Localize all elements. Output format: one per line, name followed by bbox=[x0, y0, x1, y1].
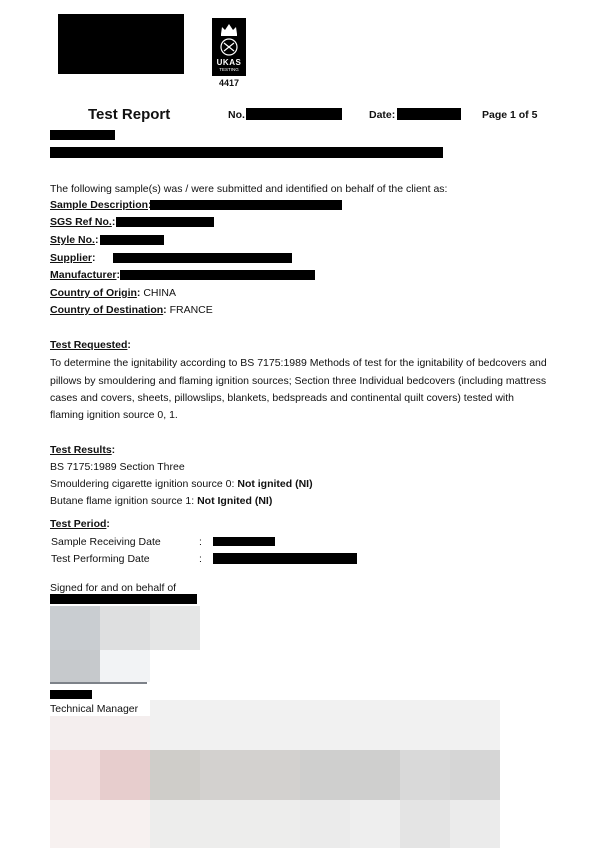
redacted-sample-description bbox=[150, 200, 342, 210]
test-results-line-1: BS 7175:1989 Section Three bbox=[50, 461, 185, 473]
country-origin-row: Country of Origin: CHINA bbox=[50, 287, 177, 299]
test-requested-line-3: cases and covers, sheets, pillowslips, blankets, bedspreads and continental quilt covers) tested with bbox=[50, 392, 514, 404]
ukas-emblem-icon bbox=[212, 38, 246, 58]
sample-description-row bbox=[50, 198, 152, 212]
sample-description-label: Sample Description bbox=[50, 199, 149, 211]
supplier-label: Supplier bbox=[50, 252, 93, 264]
page-indicator: Page 1 of 5 bbox=[482, 109, 538, 121]
signed-for-text: Signed for and on behalf of bbox=[50, 582, 177, 594]
report-title: Test Report bbox=[88, 106, 171, 123]
redacted-manufacturer bbox=[120, 270, 315, 280]
test-requested-line-2: pillows by smouldering and flaming ignition sources; Section three Individual bedcovers (including mattress bbox=[50, 375, 547, 387]
redacted-performing-date bbox=[213, 553, 357, 564]
style-no-row: Style No.: bbox=[50, 234, 99, 246]
redacted-sgs-ref bbox=[116, 217, 214, 227]
redacted-client-address bbox=[50, 147, 443, 158]
ukas-logo bbox=[212, 18, 246, 76]
test-requested-line-4: flaming ignition source 0, 1. bbox=[50, 409, 178, 421]
smouldering-result-value: Not ignited (NI) bbox=[237, 478, 313, 490]
test-results-line-2 bbox=[50, 477, 313, 491]
test-requested-heading-row: Test Requested: bbox=[50, 339, 131, 351]
flame-result-label: Butane flame ignition source 1: bbox=[50, 495, 198, 507]
intro-text: The following sample(s) was / were submitted and identified on behalf of the client as: bbox=[50, 183, 448, 195]
sgs-ref-row: SGS Ref No.: bbox=[50, 216, 116, 228]
accreditation-number: 4417 bbox=[218, 78, 240, 88]
redacted-report-date bbox=[397, 108, 461, 120]
redacted-supplier bbox=[113, 253, 292, 263]
test-period-heading-row: Test Period: bbox=[50, 518, 110, 530]
test-results-heading: Test Results bbox=[50, 444, 112, 456]
sample-receiving-separator: : bbox=[199, 536, 202, 548]
test-period-heading: Test Period bbox=[50, 518, 107, 530]
style-no-label: Style No. bbox=[50, 234, 95, 246]
redacted-signatory-company bbox=[50, 594, 197, 604]
crown-icon bbox=[212, 19, 246, 39]
country-destination-row: Country of Destination: FRANCE bbox=[50, 304, 213, 316]
manufacturer-row: Manufacturer: bbox=[50, 269, 121, 281]
flame-result-value: Not Ignited (NI) bbox=[197, 495, 273, 507]
redacted-company-logo bbox=[58, 14, 184, 74]
country-destination-label: Country of Destination bbox=[50, 304, 164, 316]
sgs-ref-label: SGS Ref No. bbox=[50, 216, 112, 228]
smouldering-result-label: Smouldering cigarette ignition source 0: bbox=[50, 478, 238, 490]
test-results-line-3 bbox=[50, 494, 272, 508]
report-date-label: Date: bbox=[369, 109, 396, 121]
ukas-logo-subtext: TESTING bbox=[219, 67, 239, 72]
country-origin-value: CHINA bbox=[143, 287, 177, 299]
test-requested-line-1: To determine the ignitability according to BS 7175:1989 Methods of test for the ignitability of bedcovers and bbox=[50, 357, 547, 369]
test-requested-heading: Test Requested bbox=[50, 339, 128, 351]
redacted-client-name bbox=[50, 130, 115, 140]
test-performing-label: Test Performing Date bbox=[51, 553, 150, 565]
redacted-report-number bbox=[246, 108, 342, 120]
redacted-signatory-name bbox=[50, 690, 92, 699]
test-results-heading-row: Test Results: bbox=[50, 444, 116, 456]
supplier-row: Supplier: bbox=[50, 252, 96, 264]
redacted-receiving-date bbox=[213, 537, 275, 546]
signatory-role: Technical Manager bbox=[50, 703, 139, 715]
country-destination-value: FRANCE bbox=[169, 304, 213, 316]
test-performing-separator: : bbox=[199, 553, 202, 565]
ukas-logo-text: UKAS bbox=[216, 58, 242, 67]
country-origin-label: Country of Origin bbox=[50, 287, 137, 299]
redacted-style-no bbox=[100, 235, 164, 245]
sample-receiving-label: Sample Receiving Date bbox=[51, 536, 161, 548]
manufacturer-label: Manufacturer bbox=[50, 269, 117, 281]
report-no-label: No. bbox=[228, 109, 245, 121]
